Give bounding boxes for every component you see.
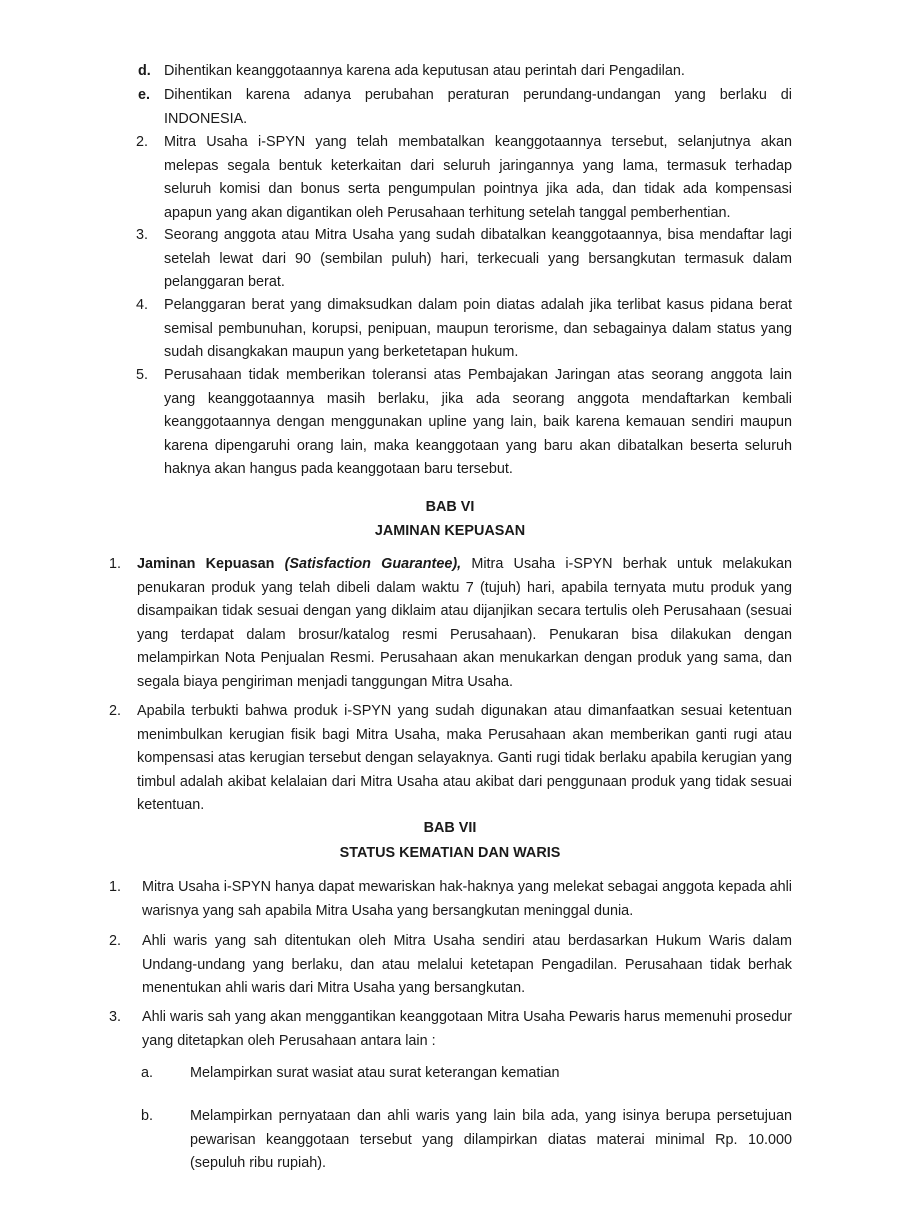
list-subitem-b	[141, 1105, 792, 1176]
term-bold: Jaminan Kepuasan	[137, 556, 285, 572]
list-item	[136, 131, 792, 225]
list-text: Pelanggaran berat yang dimaksudkan dalam poin diatas adalah jika terlibat kasus pidana berat semisal pembunuhan, korupsi, penipuan, maupun terorisme, dan sebagainya dalam status yang sudah disangkakan maupun yang berketetapan hukum.	[164, 297, 792, 360]
list-marker: 5.	[136, 367, 149, 383]
list-subitem-d	[138, 60, 792, 84]
list-text	[137, 553, 792, 694]
list-marker: 2.	[109, 933, 122, 949]
list-item	[109, 930, 792, 1001]
list-text: Mitra Usaha i-SPYN hanya dapat mewariskan hak-haknya yang melekat sebagai anggota kepada ahli warisnya yang sah apabila Mitra Usaha yang bersangkutan meninggal dunia.	[142, 879, 792, 919]
list-marker: b.	[141, 1108, 154, 1124]
list-text: Ahli waris yang sah ditentukan oleh Mitra Usaha sendiri atau berdasarkan Hukum Waris dalam Undang-undang yang berlaku, dan atau melalui ketetapan Pengadilan. Perusahaan tidak berhak menentukan ahli waris dari Mitra Usaha yang bersangkutan.	[142, 933, 792, 996]
list-subitem-a	[141, 1062, 792, 1086]
list-marker: a.	[141, 1065, 154, 1081]
chapter-number: BAB VII	[423, 820, 477, 836]
list-marker: 2.	[136, 134, 149, 150]
list-item	[109, 1006, 792, 1053]
term-bold-italic: (Satisfaction Guarantee),	[284, 556, 462, 572]
list-item	[109, 700, 792, 818]
list-subitem-e	[138, 84, 792, 131]
list-text: Apabila terbukti bahwa produk i-SPYN yang sudah digunakan atau dimanfaatkan sesuai ketentuan menimbulkan kerugian fisik bagi Mitra Usaha, maka Perusahaan akan memberikan ganti rugi atau kompensasi atas kerugian tersebut dengan selayaknya. Ganti rugi tidak berlaku apabila kerugian yang timbul adalah akibat kelalaian dari Mitra Usaha atau akibat dari penggunaan produk yang tidak sesuai ketentuan.	[137, 703, 792, 813]
chapter-number: BAB VI	[425, 499, 475, 515]
list-marker: 4.	[136, 297, 149, 313]
list-marker: 3.	[109, 1009, 122, 1025]
list-item	[109, 876, 792, 923]
list-marker: 1.	[109, 879, 122, 895]
list-marker: 3.	[136, 227, 149, 243]
list-item	[136, 364, 792, 482]
list-text: Melampirkan pernyataan dan ahli waris yang lain bila ada, yang isinya berupa persetujuan pewarisan keanggotaan tersebut yang dilampirkan diatas materai minimal Rp. 10.000 (sepuluh ribu rupiah).	[190, 1108, 792, 1171]
list-marker: 1.	[109, 556, 122, 572]
list-text: Seorang anggota atau Mitra Usaha yang sudah dibatalkan keanggotaannya, bisa mendaftar lagi setelah lewat dari 90 (sembilan puluh) hari, terkecuali yang bersangkutan termasuk dalam pelanggaran berat.	[164, 227, 792, 290]
chapter-title: STATUS KEMATIAN DAN WARIS	[339, 845, 561, 861]
list-marker: 2.	[109, 703, 122, 719]
list-text: Ahli waris sah yang akan menggantikan keanggotaan Mitra Usaha Pewaris harus memenuhi prosedur yang ditetapkan oleh Perusahaan antara lain :	[142, 1009, 792, 1049]
list-item	[136, 294, 792, 365]
list-text: Mitra Usaha i-SPYN yang telah membatalkan keanggotaannya tersebut, selanjutnya akan melepas segala bentuk keterkaitan dari seluruh jaringannya yang lama, termasuk terhadap seluruh komisi dan bonus serta pengumpulan pointnya jika ada, dan tidak ada kompensasi apapun yang akan digantikan oleh Perusahaan terhitung setelah tanggal pemberhentian.	[164, 134, 792, 221]
list-marker: e.	[138, 87, 151, 103]
list-marker: d.	[138, 63, 151, 79]
list-text: Dihentikan karena adanya perubahan peraturan perundang-undangan yang berlaku di INDONESIA.	[164, 87, 792, 127]
chapter-title: JAMINAN KEPUASAN	[374, 523, 526, 539]
list-item	[136, 224, 792, 295]
list-text: Perusahaan tidak memberikan toleransi atas Pembajakan Jaringan atas seorang anggota lain yang keanggotaannya masih berlaku, jika ada seorang anggota mendaftarkan kembali keanggotaannya dengan menggunakan upline yang lain, baik karena kemauan sendiri maupun karena dipengaruhi orang lain, maka keanggotaan yang baru akan dibatalkan beserta seluruh haknya akan hangus pada keanggotaan baru tersebut.	[164, 367, 792, 477]
list-text: Melampirkan surat wasiat atau surat keterangan kematian	[190, 1065, 560, 1081]
list-text: Dihentikan keanggotaannya karena ada keputusan atau perintah dari Pengadilan.	[164, 63, 685, 79]
list-item	[109, 553, 792, 694]
list-text-body: Mitra Usaha i-SPYN berhak untuk melakukan penukaran produk yang telah dibeli dalam waktu 7 (tujuh) hari, apabila ternyata mutu produk yang disampaikan tidak sesuai dengan yang diklaim atau dijanjikan secara tertulis oleh Perusahaan (sesuai yang terdapat dalam brosur/katalog resmi Perusahaan). Penukaran bisa dilakukan dengan melampirkan Nota Penjualan Resmi. Perusahaan akan menukarkan dengan produk yang sama, dan segala biaya pengiriman menjadi tanggungan Mitra Usaha.	[137, 556, 792, 690]
